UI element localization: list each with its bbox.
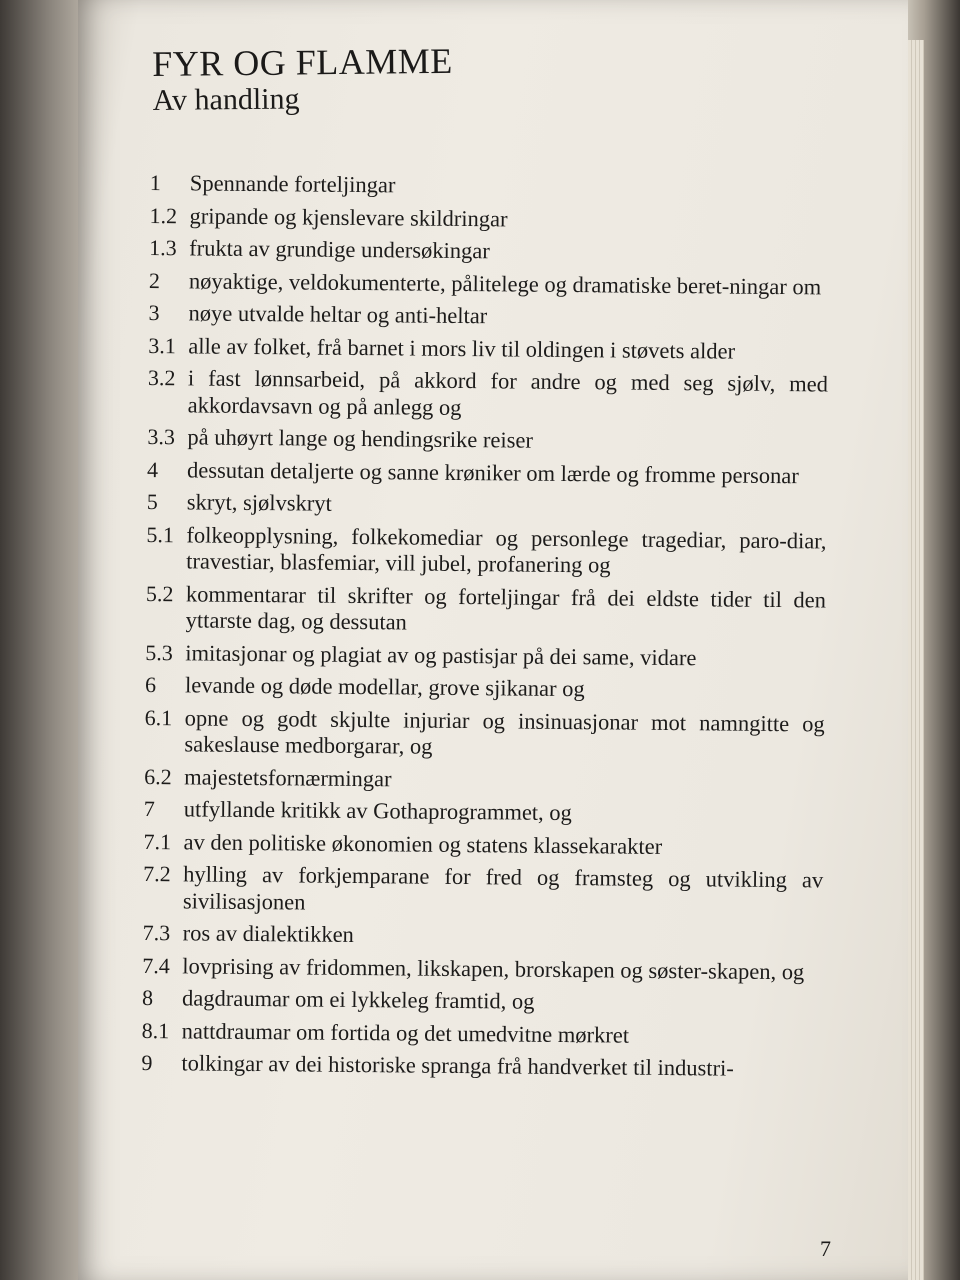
list-item-text: lovprising av fridommen, likskapen, brorskapen og søster-skapen, og <box>182 952 805 984</box>
list-item-text: nøye utvalde heltar og anti-heltar <box>188 300 488 329</box>
list-item-number: 1.2 <box>149 202 178 228</box>
list-item <box>148 332 828 365</box>
list-item-number: 5.1 <box>146 521 175 547</box>
numbered-list <box>141 170 830 1089</box>
list-item-text: av den politiske økonomien og statens klassekarakter <box>183 828 663 859</box>
list-item-text: dagdraumar om ei lykkeleg framtid, og <box>181 985 535 1014</box>
list-item-text: gripande og kjenslevare skildringar <box>189 202 508 231</box>
list-item-text: nattdraumar om fortida og det umedvitne mørkret <box>181 1017 630 1048</box>
list-item <box>148 300 828 333</box>
list-item-number: 7.1 <box>143 828 172 854</box>
list-item-text: majestetsfornærmingar <box>184 763 392 791</box>
list-item <box>142 952 822 985</box>
list-item-number: 2 <box>148 267 161 293</box>
list-item <box>149 235 829 268</box>
list-item-number: 3.3 <box>147 423 176 450</box>
list-item <box>144 763 824 796</box>
list-item <box>142 985 822 1018</box>
list-item <box>144 796 824 829</box>
list-item-number: 7.3 <box>142 919 171 946</box>
list-item-number: 7 <box>143 795 155 822</box>
list-item-text: hylling av forkjemparane for fred og framsteg og utvikling av sivilisasjonen <box>182 861 824 915</box>
list-item-text: skryt, sjølvskryt <box>186 489 332 516</box>
list-item-number: 6.2 <box>144 763 172 789</box>
list-item <box>143 920 823 953</box>
list-item-text: på uhøyrt lange og hendingsrike reiser <box>187 424 534 453</box>
list-item-number: 3.2 <box>147 364 176 391</box>
list-item-text: Spennande forteljingar <box>189 170 396 198</box>
list-item-number: 7.2 <box>143 860 171 887</box>
list-item-text: i fast lønnsarbeid, på akkord for andre og med seg sjølv, med akkordavsavn og på anlegg og <box>187 365 829 420</box>
list-item-text: dessutan detaljerte og sanne krøniker om lærde og fromme personar <box>187 456 799 488</box>
list-item <box>142 1017 822 1050</box>
list-item-number: 8.1 <box>141 1017 170 1043</box>
list-item <box>143 861 823 921</box>
list-item-text: utfyllande kritikk av Gothaprogrammet, og <box>183 796 573 826</box>
list-item-text: kommentarar til skrifter og forteljingar frå dei eldste tider til den yttarste dag, og dessutan <box>185 580 827 635</box>
list-item <box>141 1050 821 1083</box>
list-item-text: nøyaktige, veldokumenterte, pålitelege og dramatiske beret-ningar om <box>188 267 822 299</box>
list-item-number: 5.2 <box>145 580 174 606</box>
list-item-number: 7.4 <box>142 952 170 978</box>
list-item <box>143 828 823 861</box>
list-item-number: 3 <box>148 299 160 326</box>
list-item <box>147 489 827 522</box>
list-item-number: 4 <box>147 456 159 482</box>
list-item-number: 3.1 <box>148 332 176 358</box>
list-item <box>146 521 826 581</box>
list-item-text: opne og godt skjulte injuriar og insinuasjonar mot namngitte og sakeslause medborgarar, og <box>184 704 825 759</box>
list-item-number: 6.1 <box>144 704 173 730</box>
list-item-text: ros av dialektikken <box>182 920 354 947</box>
list-item <box>146 580 826 640</box>
list-item-number: 6 <box>144 671 157 698</box>
list-item-text: tolkingar av dei historiske spranga frå handverket til industri- <box>181 1050 734 1081</box>
list-item <box>144 704 824 764</box>
list-item <box>145 639 825 672</box>
background-left <box>0 0 90 1280</box>
list-item-text: folkeopplysning, folkekomediar og personlege tragediar, paro-diar, travestiar, blasfemiar, vill jubel, profanering og <box>186 521 827 578</box>
list-item-number: 5 <box>146 488 158 515</box>
list-item <box>147 456 827 489</box>
list-item-text: alle av folket, frå barnet i mors liv til oldingen i støvets alder <box>188 332 736 364</box>
list-item-text: frukta av grundige undersøkingar <box>189 235 490 264</box>
list-item-number: 9 <box>141 1049 153 1076</box>
list-item <box>149 267 829 300</box>
page-number: 7 <box>820 1236 831 1261</box>
list-item-number: 8 <box>141 984 154 1011</box>
list-item-number: 1 <box>149 170 161 196</box>
list-item <box>149 202 829 235</box>
list-item <box>147 424 827 457</box>
list-item-text: imitasjonar og plagiat av og pastisjar på dei same, vidare <box>185 639 697 670</box>
list-item <box>150 170 830 203</box>
page-subtitle: Av handling <box>152 82 300 117</box>
list-item <box>148 365 828 425</box>
list-item <box>145 672 825 705</box>
page-title: FYR OG FLAMME <box>152 40 453 84</box>
list-item-number: 1.3 <box>149 234 177 261</box>
list-item-number: 5.3 <box>145 639 173 665</box>
page-header <box>152 41 453 118</box>
list-item-text: levande og døde modellar, grove sjikanar og <box>184 672 585 702</box>
